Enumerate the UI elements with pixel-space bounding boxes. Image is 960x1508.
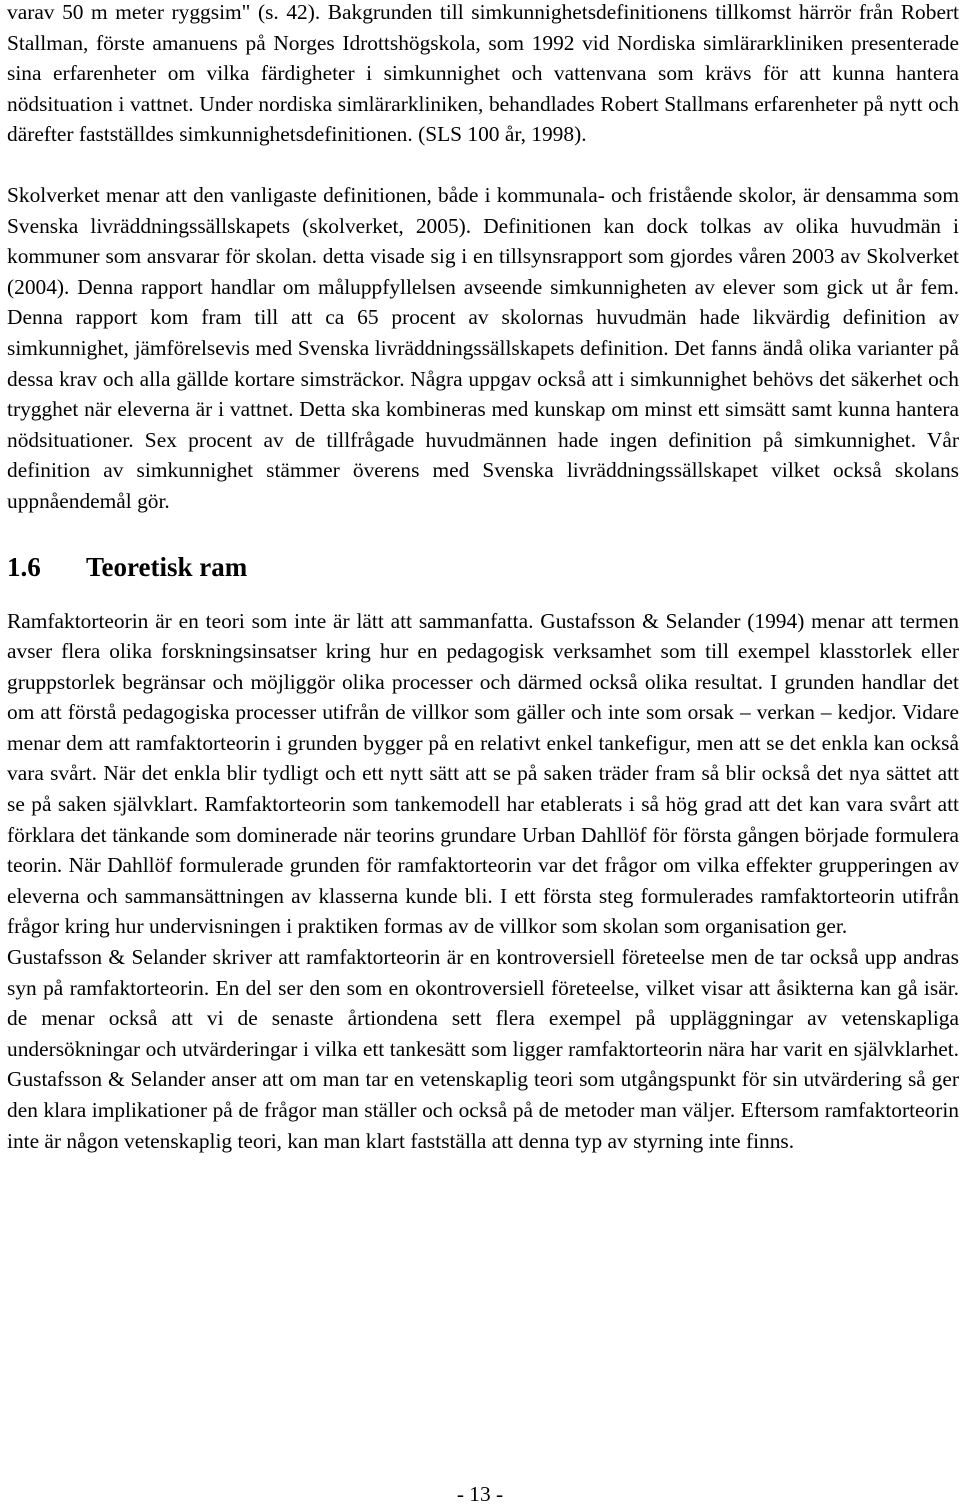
page-number: - 13 - xyxy=(456,1482,504,1506)
document-page xyxy=(7,0,959,1156)
section-heading xyxy=(7,550,959,584)
section-title: Teoretisk ram xyxy=(86,551,248,582)
body-paragraph: Ramfaktorteorin är en teori som inte är lätt att sammanfatta. Gustafsson & Selander (1994) menar att termen avser flera olika forskningsinsatser kring hur en pedagogisk verksamhet som till exempel klasstorlek eller gruppstorlek begränsar och möjliggör olika processer och därmed också olika resultat. I grunden handlar det om att förstå pedagogiska processer utifrån de villkor som gäller och inte som orsak – verkan – kedjor. Vidare menar dem att ramfaktorteorin i grunden bygger på en relativt enkel tankefigur, men att se det enkla kan också vara svårt. När det enkla blir tydligt och ett nytt sätt att se på saken träder fram så blir också det nya sättet att se på saken självklart. Ramfaktorteorin som tankemodell har etablerats i så hög grad att det kan vara svårt att förklara det tänkande som dominerade när teorins grundare Urban Dahllöf för första gången började formulera teorin. När Dahllöf formulerade grunden för ramfaktorteorin var det frågor om vilka effekter grupperingen av eleverna och sammansättningen av klasserna kunde bli. I ett första steg formulerades ramfaktorteorin utifrån frågor kring hur undervisningen i praktiken formas av de villkor som skolan som organisation ger. xyxy=(7,608,959,939)
body-paragraph: Skolverket menar att den vanligaste definitionen, både i kommunala- och fristående skolor, är densamma som Svenska livräddningssällskapets (skolverket, 2005). Definitionen kan dock tolkas av olika huvudmän i kommuner som ansvarar för skolan. detta visade sig i en tillsynsrapport som gjordes våren 2003 av Skolverket (2004). Denna rapport handlar om måluppfyllelsen avseende simkunnigheten av elever som gick ut år fem. Denna rapport kom fram till att ca 65 procent av skolornas huvudmän hade likvärdig definition av simkunnighet, jämförelsevis med Svenska livräddningssällskapets definition. Det fanns ändå olika varianter på dessa krav och alla gällde kortare simsträckor. Några uppgav också att i simkunnighet behövs det säkerhet och trygghet när eleverna är i vattnet. Detta ska kombineras med kunskap om minst ett simsätt samt kunna hantera nödsituationer. Sex procent av de tillfrågade huvudmännen hade ingen definition på simkunnighet. Vår definition av simkunnighet stämmer överens med Svenska livräddningssällskapet vilket också skolans uppnåendemål gör. xyxy=(7,182,959,513)
section-number: 1.6 xyxy=(7,551,41,582)
body-paragraph: Gustafsson & Selander skriver att ramfaktorteorin är en kontroversiell företeelse men de tar också upp andras syn på ramfaktorteorin. En del ser den som en okontroversiell företeelse, vilket visar att åsikterna kan gå isär. de menar också att vi de senaste årtiondena sett flera exempel på uppläggningar av vetenskapliga undersökningar och utvärderingar i vilka ett tankesätt som ligger ramfaktorteorin nära har varit en självklarhet. Gustafsson & Selander anser att om man tar en vetenskaplig teori som utgångspunkt för sin utvärdering så ger den klara implikationer på de frågor man ställer och också på de metoder man väljer. Eftersom ramfaktorteorin inte är någon vetenskaplig teori, kan man klart fastställa att denna typ av styrning inte finns. xyxy=(7,945,959,1153)
body-paragraph: varav 50 m meter ryggsim" (s. 42). Bakgrunden till simkunnighetsdefinitionens tillkomst härrör från Robert Stallman, förste amanuens på Norges Idrottshögskola, som 1992 vid Nordiska simlärarkliniken presenterade sina erfarenheter om vilka färdigheter i simkunnighet och vattenvana som krävs för att kunna hantera nödsituation i vattnet. Under nordiska simlärarkliniken, behandlades Robert Stallmans erfarenheter på nytt och därefter fastställdes simkunnighetsdefinitionen. (SLS 100 år, 1998). xyxy=(7,0,959,147)
